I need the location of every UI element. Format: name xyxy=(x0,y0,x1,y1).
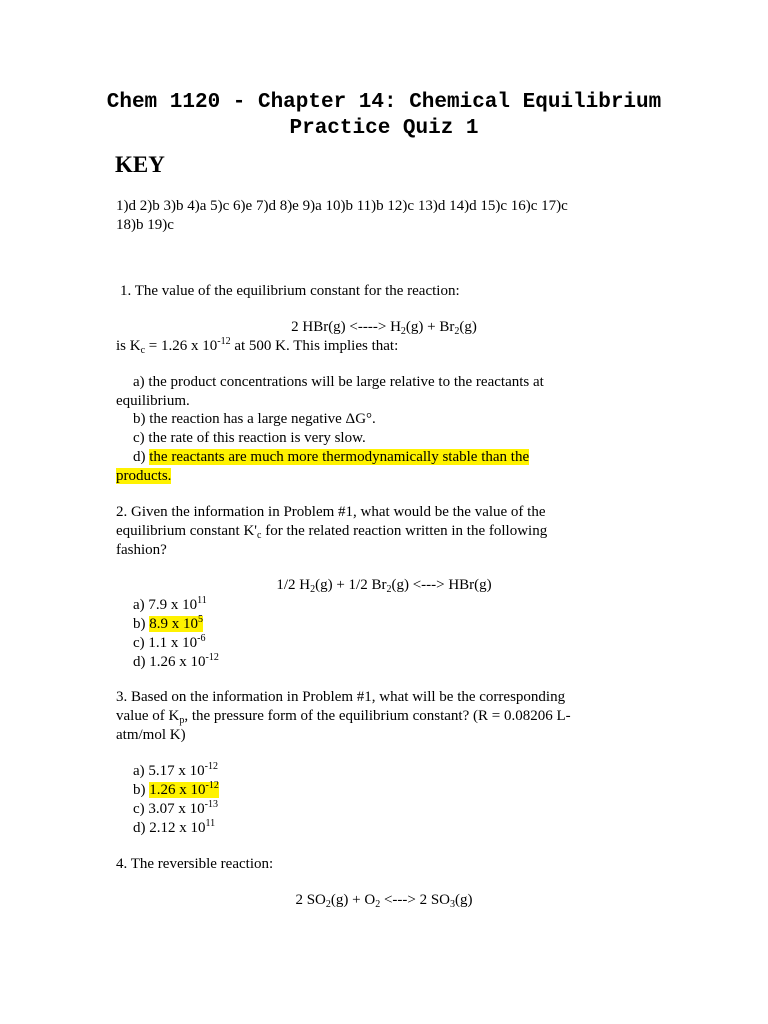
question-1-equilibrium-constant: is $K_c = 1.26$ x $10^{-12}$ at 500 K. This implies that: xyxy=(116,336,399,356)
question-1-option-b: b) the reaction has a large negative ΔG°. xyxy=(133,411,376,427)
question-2-option-d: d) 1.26 x $10^{-12}$ xyxy=(133,652,219,670)
correct-answer-highlight: products. xyxy=(116,468,172,484)
question-2-option-b: b) 8.9 x $10^5$ xyxy=(133,614,203,632)
correct-answer-highlight: 8.9 x $10^5$ xyxy=(149,614,203,632)
question-2-stem-line-3: fashion? xyxy=(116,542,167,558)
question-1-reaction: 2 HBr(g) <----> $H_2(g) + Br_2(g)$ xyxy=(291,319,477,337)
key-heading: KEY xyxy=(115,152,165,177)
question-2-stem-line-2: equilibrium constant $K'_c$ for the related reaction written in the following xyxy=(116,523,548,541)
question-3-option-d: d) 2.12 x $10^{11}$ xyxy=(133,818,216,836)
question-2-reaction: 1/2 $H_2(g) + 1/2$ $Br_2(g)$ <---> HBr(g) xyxy=(276,577,492,595)
answer-key-line-1: 1)d 2)b 3)b 4)a 5)c 6)e 7)d 8)e 9)a 10)b 11)b 12)c 13)d 14)d 15)c 16)c 17)c xyxy=(116,198,568,214)
correct-answer-highlight: 1.26 x $10^{-12}$ xyxy=(149,780,219,798)
question-1-option-d: d) the reactants are much more thermodynamically stable than the xyxy=(133,449,530,465)
question-3-option-a: a) 5.17 x $10^{-12}$ xyxy=(133,761,218,779)
correct-answer-highlight: the reactants are much more thermodynamically stable than the xyxy=(149,449,530,465)
question-4-reaction: 2 $SO_2(g) + O_2$ <---> 2 $SO_3(g)$ xyxy=(295,892,473,910)
answer-key-line-2: 18)b 19)c xyxy=(116,217,174,233)
question-1-option-d-cont xyxy=(116,467,171,486)
question-1-stem: 1. The value of the equilibrium constant for the reaction: xyxy=(120,283,460,299)
question-2-option-a: a) 7.9 x $10^{11}$ xyxy=(133,595,207,613)
question-1-option-a: a) the product concentrations will be large relative to the reactants at xyxy=(133,374,544,390)
question-2-stem-line-1: 2. Given the information in Problem #1, what would be the value of the xyxy=(116,504,546,520)
question-1-option-a-cont: equilibrium. xyxy=(116,393,190,409)
question-1-option-c: c) the rate of this reaction is very slow. xyxy=(133,430,366,446)
question-3-stem-line-1: 3. Based on the information in Problem #1, what will be the corresponding xyxy=(116,689,566,705)
question-3-option-b: b) 1.26 x $10^{-12}$ xyxy=(133,780,219,798)
question-3-stem-line-3: atm/mol K) xyxy=(116,727,186,743)
question-3-stem-line-2: value of $K_p$, the pressure form of the equilibrium constant? (R = 0.08206 L- xyxy=(116,708,571,726)
page-title: Chem 1120 - Chapter 14: Chemical Equilibrium xyxy=(106,91,662,114)
question-2-option-c: c) 1.1 x $10^{-6}$ xyxy=(133,633,206,651)
question-4-stem: 4. The reversible reaction: xyxy=(116,856,274,872)
page-subtitle: Practice Quiz 1 xyxy=(289,117,479,140)
question-3-option-c: c) 3.07 x $10^{-13}$ xyxy=(133,799,218,817)
